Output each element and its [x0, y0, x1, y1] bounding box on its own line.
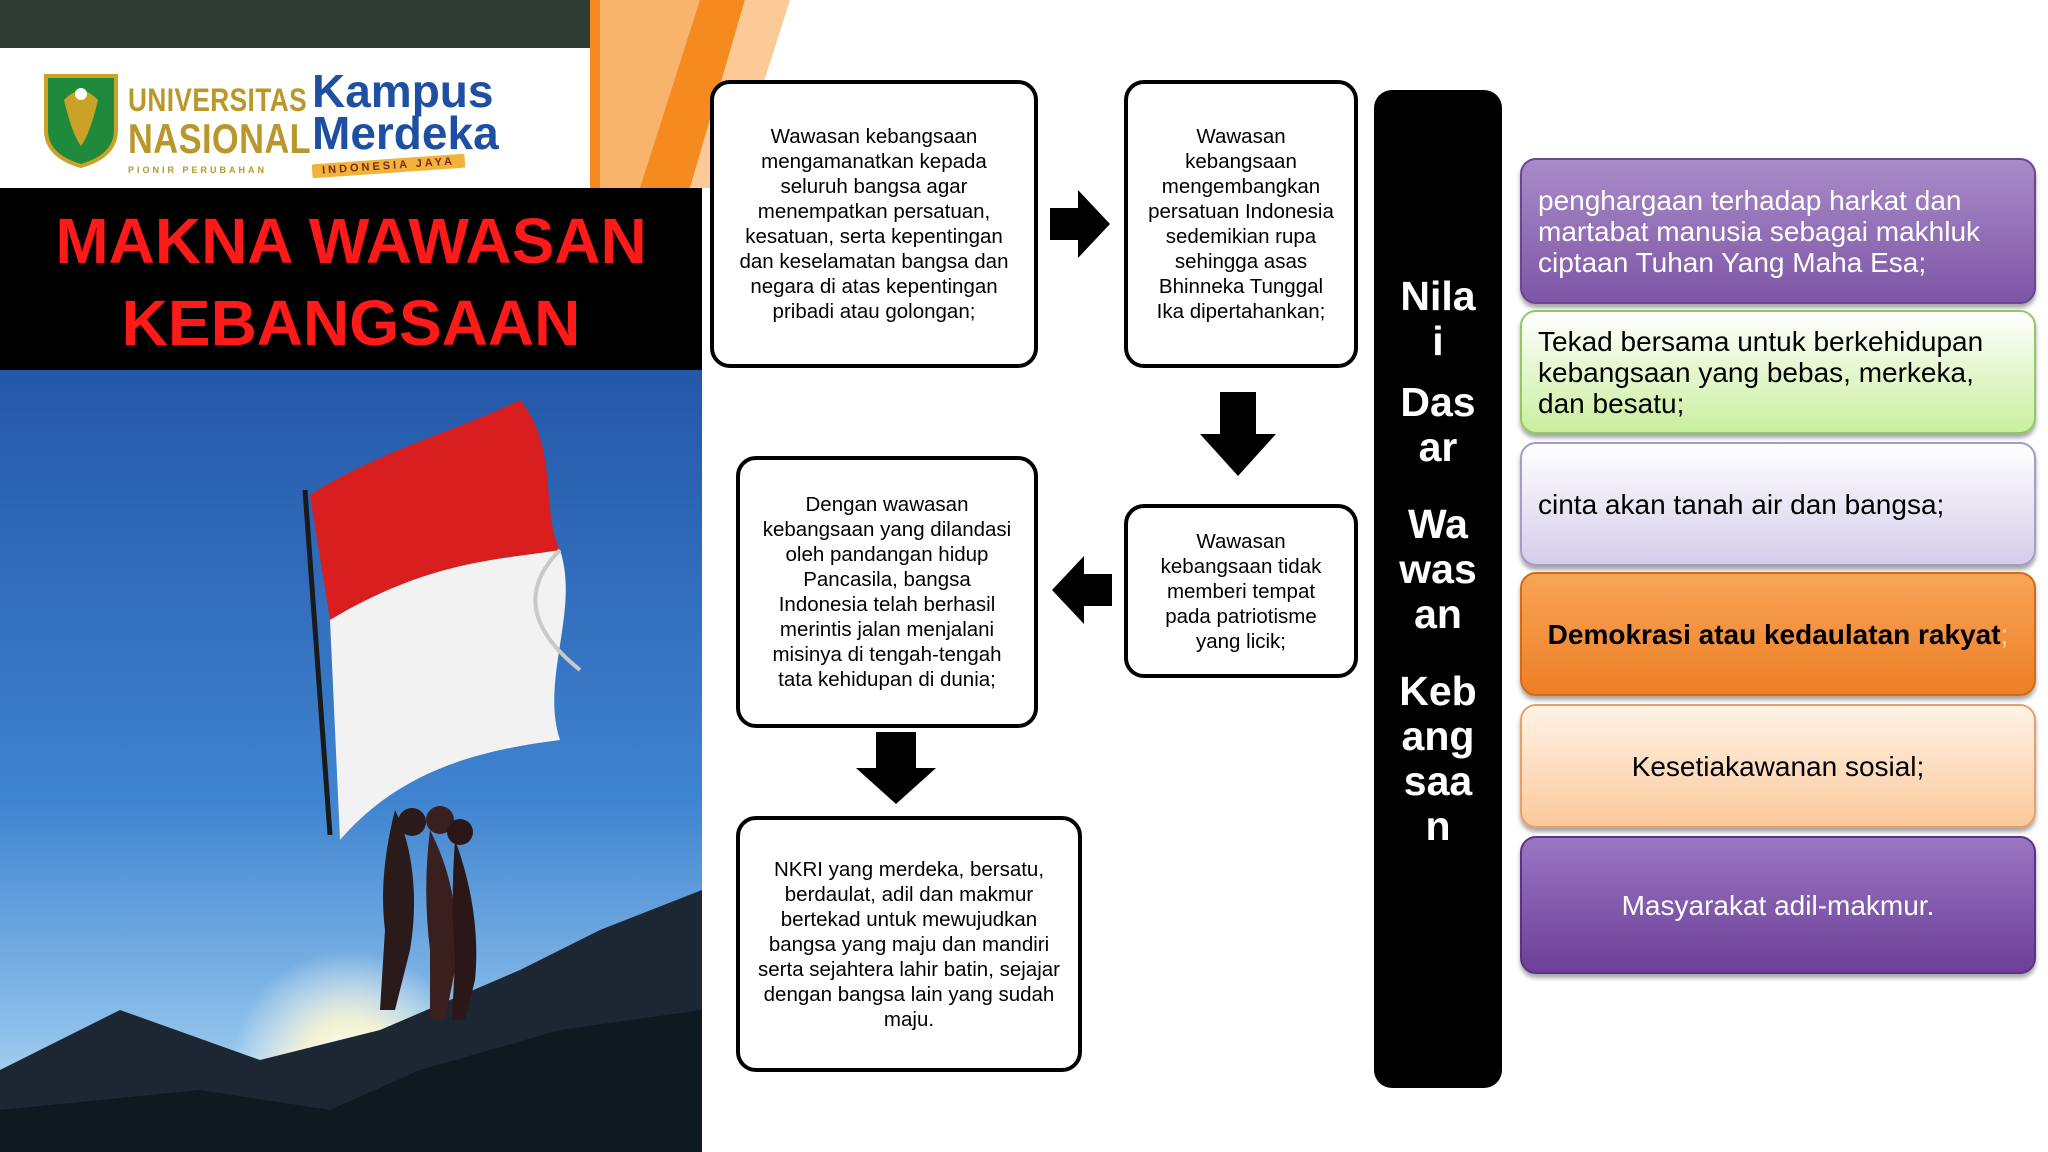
value-item-kesetiakawanan — [1520, 704, 2036, 828]
kampus-logo-line2: Merdeka — [312, 107, 499, 160]
arrow-down-icon — [1200, 392, 1276, 476]
flag-raising-photo — [0, 370, 702, 1152]
university-name-line1: UNIVERSITAS — [128, 82, 307, 118]
kampus-merdeka-logo — [312, 65, 499, 177]
nilai-line: ang — [1401, 713, 1475, 759]
arrow-down-icon-2 — [856, 732, 936, 804]
value-text: Kesetiakawanan sosial; — [1631, 750, 1925, 782]
nilai-line: i — [1432, 318, 1444, 364]
university-motto: PIONIR PERUBAHAN — [128, 165, 268, 175]
arrow-right-icon — [1050, 190, 1112, 258]
university-shield-logo — [42, 72, 120, 168]
nilai-line: was — [1399, 546, 1477, 592]
flow-box-pancasila: Dengan wawasan kebangsaan yang dilandasi oleh pandangan hidup Pancasila, bangsa Indonesia telah berhasil merintis jalan menjalani misinya di tengah-tengah tata kehidupan di dunia; — [736, 456, 1038, 728]
value-item-cinta-tanah-air — [1520, 442, 2036, 566]
value-text: Demokrasi atau kedaulatan rakyat; — [1547, 618, 2009, 650]
nilai-dasar-label — [1374, 274, 1502, 849]
nilai-line: n — [1425, 803, 1451, 849]
nilai-line: Nila — [1400, 273, 1476, 319]
flow-box-bhinneka: Wawasan kebangsaan mengembangkan persatuan Indonesia sedemikian rupa sehingga asas Bhinneka Tunggal Ika dipertahankan; — [1124, 80, 1358, 368]
flow-box-persatuan: Wawasan kebangsaan mengamanatkan kepada seluruh bangsa agar menempatkan persatuan, kesatuan, serta kepentingan dan keselamatan bangsa dan negara di atas kepentingan pribadi atau golongan; — [710, 80, 1038, 368]
value-item-demokrasi — [1520, 572, 2036, 696]
kampus-logo-line1: Kampus — [312, 65, 494, 117]
slide-title-line1: MAKNA WAWASAN — [55, 205, 647, 277]
nilai-line: Wa — [1408, 501, 1468, 547]
nilai-line: Keb — [1399, 668, 1477, 714]
slide-title — [0, 200, 702, 364]
value-text: Tekad bersama untuk berkehidupan kebangsaan yang bebas, merkeka, dan besatu; — [1538, 325, 1984, 419]
flow-box-patriotisme: Wawasan kebangsaan tidak memberi tempat pada patriotisme yang licik; — [1124, 504, 1358, 678]
value-text: cinta akan tanah air dan bangsa; — [1538, 488, 1945, 520]
value-item-tekad-bersama — [1520, 310, 2036, 434]
nilai-line: saa — [1403, 758, 1473, 804]
nilai-line: Das — [1400, 379, 1476, 425]
nilai-line: an — [1414, 591, 1462, 637]
slide-title-line2: KEBANGSAAN — [121, 287, 581, 359]
nilai-line: ar — [1418, 424, 1458, 470]
arrow-left-icon — [1050, 556, 1112, 624]
university-name-line2: NASIONAL — [128, 115, 312, 162]
value-text: penghargaan terhadap harkat dan martabat manusia sebagai makhluk ciptaan Tuhan Yang Maha Esa; — [1538, 184, 1981, 278]
value-item-adil-makmur — [1520, 836, 2036, 974]
value-item-harkat-martabat — [1520, 158, 2036, 304]
kampus-logo-tagline: INDONESIA JAYA — [312, 153, 466, 178]
value-text: Masyarakat adil-makmur. — [1621, 889, 1935, 921]
flow-box-nkri: NKRI yang merdeka, bersatu, berdaulat, adil dan makmur bertekad untuk mewujudkan bangsa yang maju dan mandiri serta sejahtera lahir batin, sejajar dengan bangsa lain yang sudah maju. — [736, 816, 1082, 1072]
